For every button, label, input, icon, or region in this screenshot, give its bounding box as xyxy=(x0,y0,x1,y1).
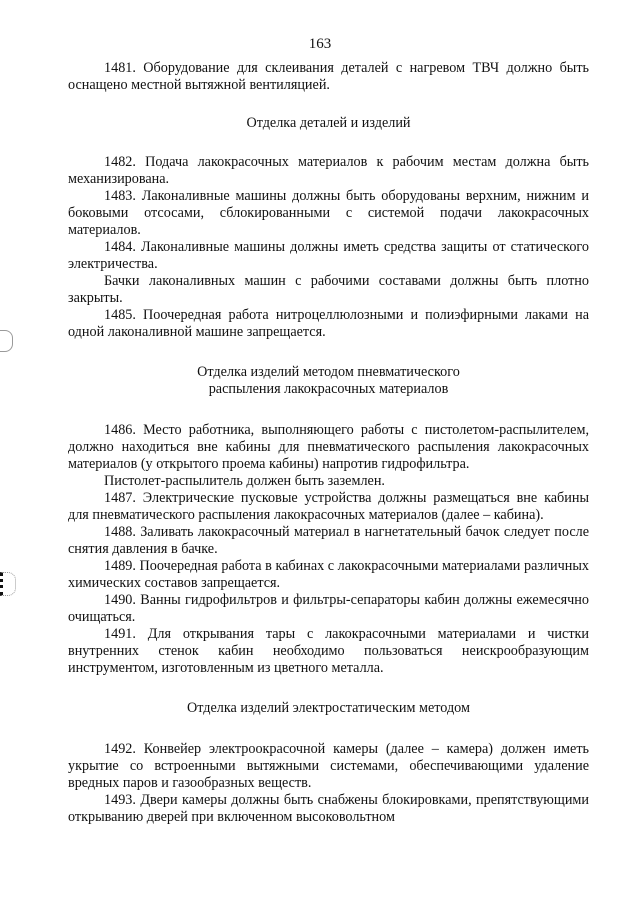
paragraph-1484: 1484. Лаконаливные машины должны иметь средства защиты от статического электричества. xyxy=(68,239,589,272)
heading-line: Отделка деталей и изделий xyxy=(246,115,411,131)
paragraph-1488: 1488. Заливать лакокрасочный материал в нагнетательный бачок следует после снятия давления в бачке. xyxy=(68,524,589,557)
paragraph-1487: 1487. Электрические пусковые устройства должны размещаться вне кабины для пневматического распыления лакокрасочных материалов (далее – кабина). xyxy=(68,490,589,523)
scan-margin-mark xyxy=(0,572,16,596)
section-heading-electrostatic xyxy=(68,700,589,717)
heading-line: Отделка изделий методом пневматического xyxy=(197,364,460,380)
paragraph-1481: 1481. Оборудование для склеивания деталей с нагревом ТВЧ должно быть оснащено местной вытяжной вентиляцией. xyxy=(68,60,589,93)
paragraph-spray-gun: Пистолет-распылитель должен быть заземлен. xyxy=(104,473,385,489)
document-body xyxy=(68,60,589,826)
paragraph-tanks: Бачки лаконаливных машин с рабочими составами должны быть плотно закрыты. xyxy=(68,273,589,306)
paragraph-1486: 1486. Место работника, выполняющего работы с пистолетом-распылителем, должно находиться вне кабины для пневматического распыления лакокрасочных материалов (у открытого проема кабины) напротив гидрофильтра. xyxy=(68,422,589,472)
paragraph-1492: 1492. Конвейер электроокрасочной камеры (далее – камера) должен иметь укрытие со встроенными вытяжными системами, обеспечивающими удаление вредных паров и газообразных веществ. xyxy=(68,741,589,791)
heading-line: Отделка изделий электростатическим методом xyxy=(187,700,470,716)
paragraph-1482: 1482. Подача лакокрасочных материалов к рабочим местам должна быть механизирована. xyxy=(68,154,589,187)
paragraph-1489: 1489. Поочередная работа в кабинах с лакокрасочными материалами различных химических составов запрещается. xyxy=(68,558,589,591)
page-number: 163 xyxy=(308,36,332,52)
paragraph-1493: 1493. Двери камеры должны быть снабжены блокировками, препятствующими открыванию дверей при включенном высоковольтном xyxy=(68,792,589,825)
scan-margin-mark xyxy=(0,330,13,352)
section-heading-pneumatic xyxy=(68,364,589,398)
paragraph-1483: 1483. Лаконаливные машины должны быть оборудованы верхним, нижним и боковыми отсосами, сблокированными с системой подачи лакокрасочных материалов. xyxy=(68,188,589,238)
heading-line: распыления лакокрасочных материалов xyxy=(208,381,449,397)
section-heading-finishing-parts xyxy=(68,115,589,132)
paragraph-1491: 1491. Для открывания тары с лакокрасочными материалами и чистки внутренних стенок кабин необходимо пользоваться неискрообразующим инструментом, изготовленным из цветного металла. xyxy=(68,626,589,676)
paragraph-1490: 1490. Ванны гидрофильтров и фильтры-сепараторы кабин должны ежемесячно очищаться. xyxy=(68,592,589,625)
paragraph-1485: 1485. Поочередная работа нитроцеллюлозными и полиэфирными лаками на одной лаконаливной машине запрещается. xyxy=(68,307,589,340)
